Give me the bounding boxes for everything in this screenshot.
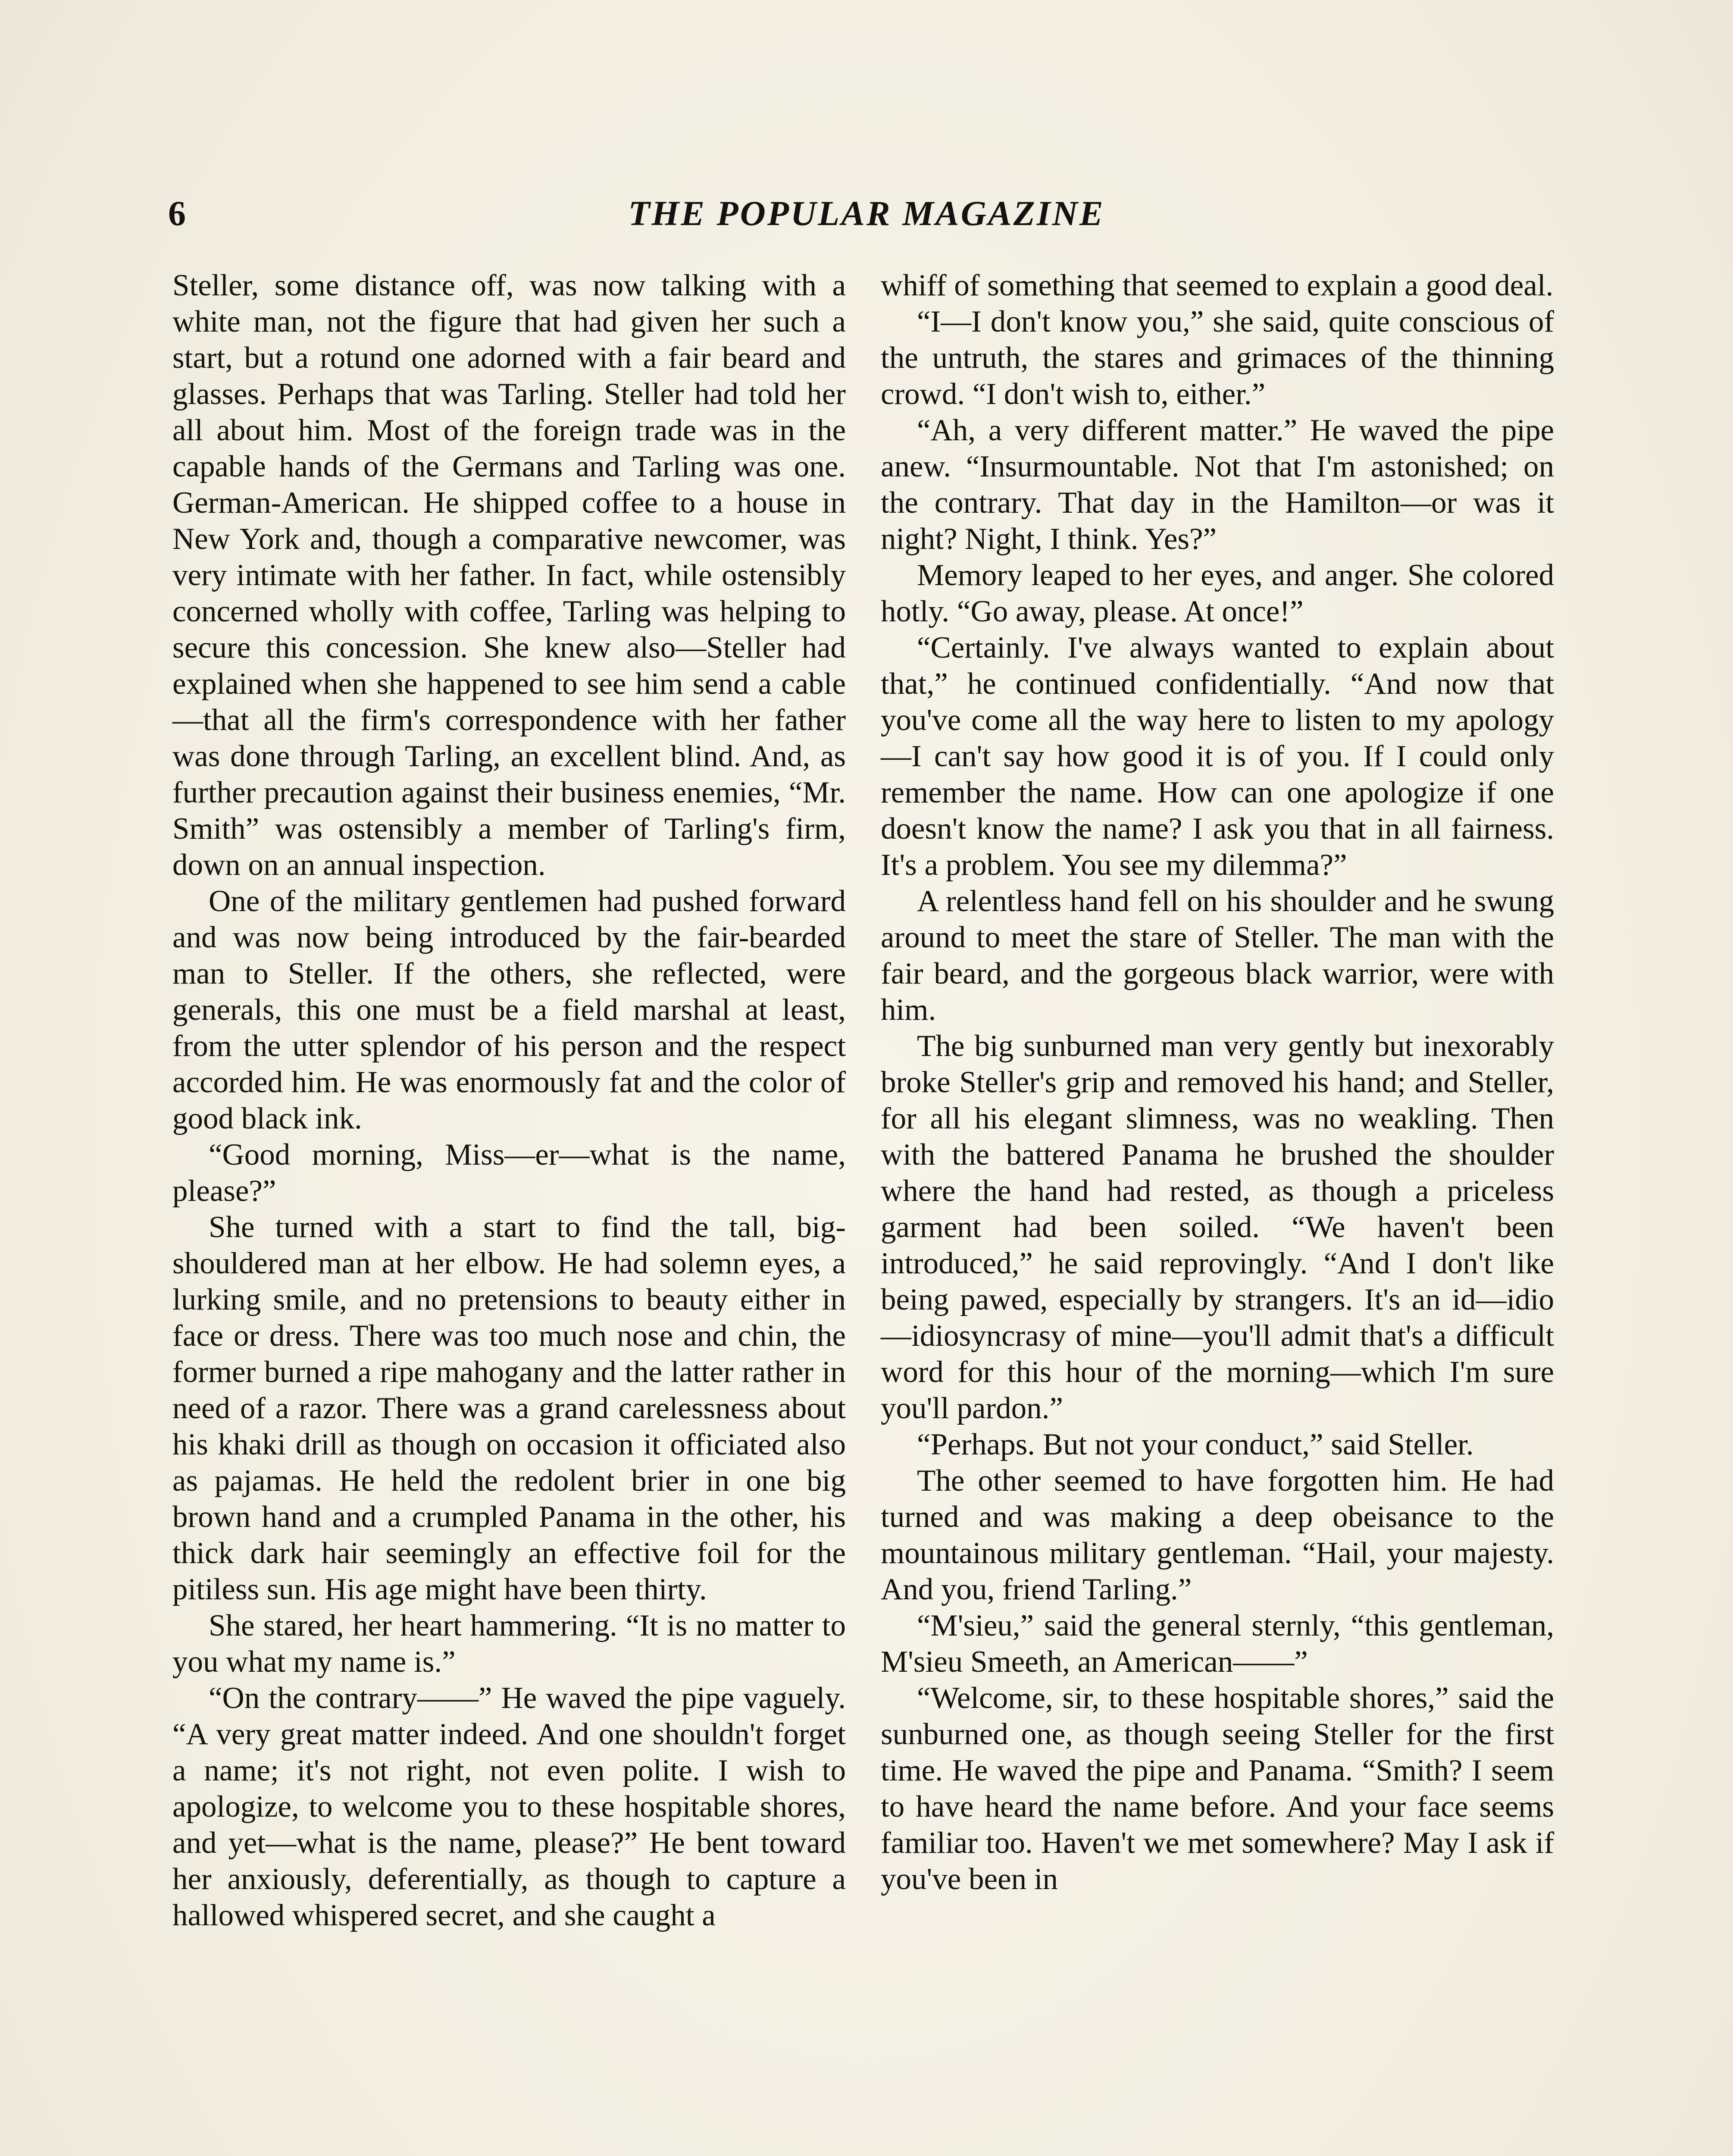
paragraph: The big sunburned man very gently but inexorably broke Steller's grip and removed his hand; and Steller, for all his elegant slimness, was no weakling. Then with the battered Panama he brushed the shoulder where the hand had rested, as though a priceless garment had been soiled. “We haven't been introduced,” he said reprovingly. “And I don't like being pawed, especially by strangers. It's an id—idio—idiosyncrasy of mine—you'll admit that's a difficult word for this hour of the morning—which I'm sure you'll pardon.” <box>881 1029 1554 1425</box>
page-header <box>168 190 1565 237</box>
paragraph: A relentless hand fell on his shoulder and he swung around to meet the stare of Steller. The man with the fair beard, and the gorgeous black warrior, were with him. <box>881 884 1554 1027</box>
paragraph: “Certainly. I've always wanted to explain about that,” he continued confidentially. “And now that you've come all the way here to listen to my apology—I can't say how good it is of you. If I could only remember the name. How can one apologize if one doesn't know the name? I ask you that in all fairness. It's a problem. You see my dilemma?” <box>881 631 1554 882</box>
paragraph: “M'sieu,” said the general sternly, “this gentleman, M'sieu Smeeth, an American——” <box>881 1609 1554 1679</box>
paragraph: She stared, her heart hammering. “It is no matter to you what my name is.” <box>172 1609 846 1679</box>
paragraph: “Welcome, sir, to these hospitable shores,” said the sunburned one, as though seeing Steller for the first time. He waved the pipe and Panama. “Smith? I seem to have heard the name before. And your face seems familiar too. Haven't we met somewhere? May I ask if you've been in <box>881 1681 1554 1896</box>
paragraph: “Good morning, Miss—er—what is the name, please?” <box>172 1138 846 1208</box>
paragraph: She turned with a start to find the tall, big-shouldered man at her elbow. He had solemn eyes, a lurking smile, and no pretensions to beauty either in face or dress. There was too much nose and chin, the former burned a ripe mahogany and the latter rather in need of a razor. There was a grand carelessness about his khaki drill as though on occasion it officiated also as pajamas. He held the redolent brier in one big brown hand and a crumpled Panama in the other, his thick dark hair seemingly an effective foil for the pitiless sun. His age might have been thirty. <box>172 1210 846 1606</box>
left-text-column <box>172 267 846 1934</box>
paragraph: whiff of something that seemed to explain a good deal. <box>881 269 1554 302</box>
paragraph: One of the military gentlemen had pushed forward and was now being introduced by the fair-bearded man to Steller. If the others, she reflected, were generals, this one must be a field marshal at least, from the utter splendor of his person and the respect accorded him. He was enormously fat and the color of good black ink. <box>172 884 846 1135</box>
paragraph: Memory leaped to her eyes, and anger. She colored hotly. “Go away, please. At once!” <box>881 558 1554 628</box>
paragraph: “Perhaps. But not your conduct,” said Steller. <box>917 1428 1474 1461</box>
paragraph: “I—I don't know you,” she said, quite conscious of the untruth, the stares and grimaces of the thinning crowd. “I don't wish to, either.” <box>881 305 1554 411</box>
paragraph: The other seemed to have forgotten him. He had turned and was making a deep obeisance to the mountainous military gentleman. “Hail, your majesty. And you, friend Tarling.” <box>881 1464 1554 1606</box>
paragraph: “Ah, a very different matter.” He waved the pipe anew. “Insurmountable. Not that I'm astonished; on the contrary. That day in the Hamilton—or was it night? Night, I think. Yes?” <box>881 414 1554 556</box>
paragraph: “On the contrary——” He waved the pipe vaguely. “A very great matter indeed. And one shouldn't forget a name; it's not right, not even polite. I wish to apologize, to welcome you to these hospitable shores, and yet—what is the name, please?” He bent toward her anxiously, deferentially, as though to capture a hallowed whispered secret, and she caught a <box>172 1681 846 1932</box>
right-text-column <box>881 267 1554 1897</box>
page-number: 6 <box>168 194 186 233</box>
paragraph: Steller, some distance off, was now talking with a white man, not the figure that had given her such a start, but a rotund one adorned with a fair beard and glasses. Perhaps that was Tarling. Steller had told her all about him. Most of the foreign trade was in the capable hands of the Germans and Tarling was one. German-American. He shipped coffee to a house in New York and, though a comparative newcomer, was very intimate with her father. In fact, while ostensibly concerned wholly with coffee, Tarling was helping to secure this concession. She knew also—Steller had explained when she happened to see him send a cable—that all the firm's correspondence with her father was done through Tarling, an excellent blind. And, as further precaution against their business enemies, “Mr. Smith” was ostensibly a member of Tarling's firm, down on an annual inspection. <box>172 269 846 882</box>
running-title: THE POPULAR MAGAZINE <box>628 194 1105 233</box>
